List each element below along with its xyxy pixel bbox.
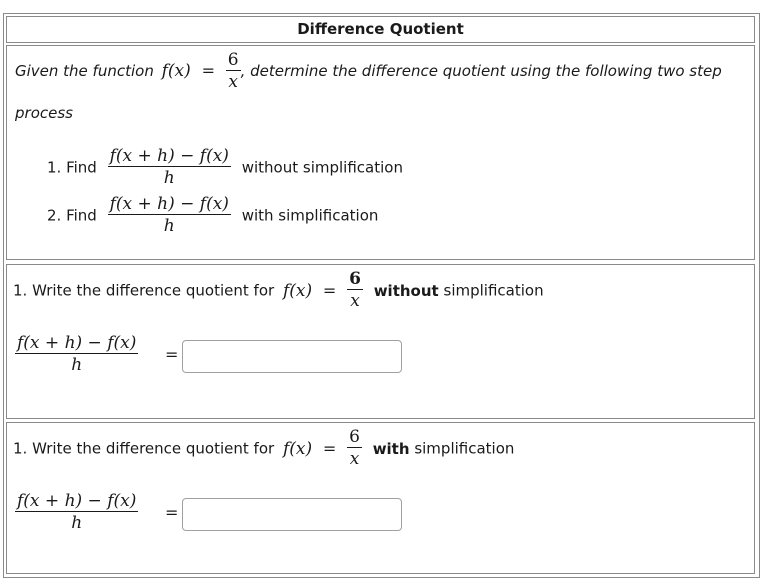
- question-2-answer-equals: =: [165, 503, 179, 522]
- step-2-prefix: 2. Find: [47, 206, 97, 225]
- step-1-suffix: without simplification: [241, 158, 403, 177]
- question-2-function-fraction: [347, 427, 362, 470]
- step-1-prefix: 1. Find: [47, 158, 97, 177]
- question-1-emphasis: without: [373, 281, 439, 300]
- intro-fraction-numerator: 6: [227, 50, 239, 70]
- question-2-lhs: f(x): [282, 438, 313, 459]
- question-1-numerator: 6: [349, 269, 361, 289]
- intro-sentence: [15, 50, 722, 93]
- question-1-section: [6, 264, 755, 419]
- intro-fraction-denominator: x: [226, 70, 241, 93]
- question-2-numerator: 6: [349, 427, 360, 447]
- question-2-answer-numerator: f(x + h) − f(x): [17, 491, 137, 511]
- question-2-suffix: simplification: [414, 439, 515, 458]
- question-1-answer-lhs: [15, 333, 138, 376]
- intro-section: [6, 45, 755, 260]
- question-1-denominator: x: [347, 289, 363, 312]
- question-1-answer-input[interactable]: [182, 340, 402, 373]
- step-2-fraction: [108, 194, 231, 237]
- question-1-answer-fraction: [15, 333, 138, 376]
- step-1-numerator: f(x + h) − f(x): [109, 146, 229, 166]
- step-1-fraction: [108, 146, 231, 189]
- step-2: [47, 194, 378, 237]
- question-2-answer-lhs: [15, 491, 138, 534]
- question-1-answer-equals: =: [165, 345, 179, 364]
- question-2-prefix: 1. Write the difference quotient for: [13, 439, 275, 458]
- question-1-function-fraction: [347, 269, 363, 312]
- page-title: Difference Quotient: [297, 20, 464, 38]
- intro-line2: process: [15, 104, 73, 122]
- question-2-emphasis: with: [372, 439, 410, 458]
- step-2-suffix: with simplification: [241, 206, 379, 225]
- intro-suffix: , determine the difference quotient using the following two step: [240, 62, 722, 80]
- intro-equals: =: [201, 61, 215, 80]
- question-2-answer-input[interactable]: [182, 498, 402, 531]
- title-bar: [6, 16, 755, 43]
- problem-container: [3, 13, 760, 578]
- step-2-numerator: f(x + h) − f(x): [109, 194, 229, 214]
- question-1-lhs: f(x): [282, 280, 313, 301]
- question-2-answer-fraction: [15, 491, 138, 534]
- question-2-equals: =: [322, 439, 337, 458]
- question-1-answer-denominator: h: [15, 353, 138, 376]
- step-1: [47, 146, 403, 189]
- question-1-prompt: [13, 269, 544, 312]
- question-1-equals: =: [322, 281, 337, 300]
- intro-prefix: Given the function: [15, 62, 154, 80]
- step-1-denominator: h: [108, 166, 231, 189]
- question-1-suffix: simplification: [443, 281, 544, 300]
- question-1-answer-numerator: f(x + h) − f(x): [17, 333, 137, 353]
- question-2-denominator: x: [347, 447, 362, 470]
- question-1-prefix: 1. Write the difference quotient for: [13, 281, 275, 300]
- question-2-section: [6, 422, 755, 574]
- question-2-prompt: [13, 427, 514, 470]
- intro-function-fraction: [226, 50, 241, 93]
- intro-function-lhs: f(x): [161, 61, 191, 81]
- step-2-denominator: h: [108, 214, 231, 237]
- question-2-answer-denominator: h: [15, 511, 138, 534]
